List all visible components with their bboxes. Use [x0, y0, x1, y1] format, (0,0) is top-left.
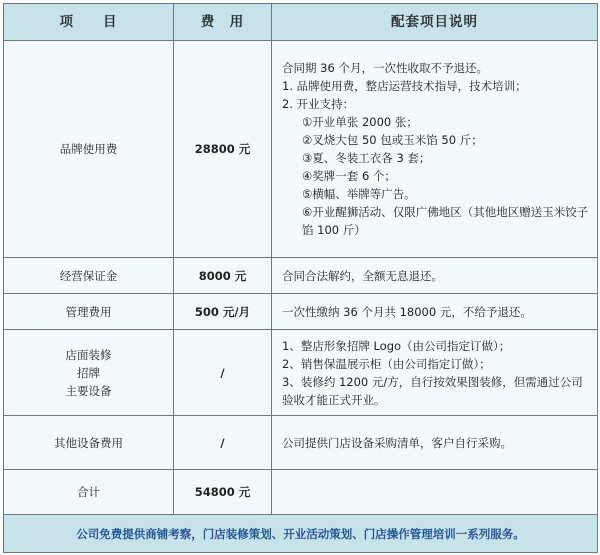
- description-cell: [272, 470, 598, 515]
- table-row-total: [4, 470, 598, 515]
- table-row: [4, 258, 598, 294]
- fee-table: [3, 3, 598, 553]
- fee-sheet: [3, 3, 597, 552]
- total-fee: 54800 元: [174, 470, 272, 515]
- item-label: 经营保证金: [59, 268, 118, 283]
- description-line: 2. 开业支持：: [282, 97, 355, 111]
- item-label: 管理费用: [65, 304, 112, 319]
- description-line: 合同期 36 个月，一次性收取不予退还。: [282, 61, 488, 75]
- description-cell: [272, 41, 598, 258]
- fee-cell: 500 元/月: [174, 294, 272, 330]
- description-line: ③夏、冬装工衣各 3 套；: [302, 151, 431, 165]
- item-cell: [4, 41, 174, 258]
- header-item: 项 目: [4, 4, 174, 41]
- item-cell: [4, 470, 174, 515]
- footer-row: [4, 515, 598, 553]
- description-cell: [272, 294, 598, 330]
- item-label: 招牌: [77, 365, 100, 380]
- description-line: 合同合法解约，全额无息退还。: [282, 268, 443, 283]
- footer-note: 公司免费提供商铺考察，门店装修策划、开业活动策划、门店操作管理培训一系列服务。: [4, 515, 598, 553]
- description-line: 一次性缴纳 36 个月共 18000 元，不给予退还。: [282, 304, 532, 319]
- description-line: ②叉烧大包 50 包或玉米馅 50 斤；: [302, 133, 483, 147]
- description-line: 2、销售保温展示柜（由公司指定订做）；: [282, 356, 491, 371]
- description-line: 公司提供门店设备采购清单，客户自行采购。: [282, 435, 512, 450]
- item-label: 主要设备: [65, 383, 112, 398]
- fee-cell: 8000 元: [174, 258, 272, 294]
- item-label: 品牌使用费: [59, 142, 118, 156]
- item-cell: [4, 294, 174, 330]
- item-cell: [4, 330, 174, 416]
- table-row: [4, 416, 598, 470]
- fee-cell: 28800 元: [174, 41, 272, 258]
- description-line: ⑥开业醒狮活动、仅限广佛地区（其他地区赠送玉米饺子馅 100 斤）: [302, 205, 589, 237]
- description-line: 1. 品牌使用费，整店运营技术指导，技术培训；: [282, 79, 527, 93]
- item-cell: [4, 258, 174, 294]
- description-line: ①开业单张 2000 张；: [302, 115, 418, 129]
- description-line: ④奖牌一套 6 个；: [302, 169, 396, 183]
- description-cell: [272, 330, 598, 416]
- header-description: 配套项目说明: [272, 4, 598, 41]
- description-cell: [272, 416, 598, 470]
- table-row: [4, 330, 598, 416]
- total-label: 合计: [77, 485, 100, 499]
- description-line: 3、装修约 1200 元/方，自行按效果图装修，但需通过公司验收才能正式开业。: [282, 374, 583, 407]
- description-line: 1、整店形象招牌 Logo（由公司指定订做）；: [282, 338, 511, 353]
- item-cell: [4, 416, 174, 470]
- description-line: ⑤横幅、举牌等广告。: [302, 187, 416, 201]
- item-label: 其他设备费用: [54, 435, 123, 450]
- fee-cell: /: [174, 416, 272, 470]
- item-label: 店面装修: [65, 347, 112, 362]
- header-fee: 费 用: [174, 4, 272, 41]
- description-cell: [272, 258, 598, 294]
- table-row: [4, 41, 598, 258]
- fee-cell: /: [174, 330, 272, 416]
- table-row: [4, 294, 598, 330]
- table-header-row: [4, 4, 598, 41]
